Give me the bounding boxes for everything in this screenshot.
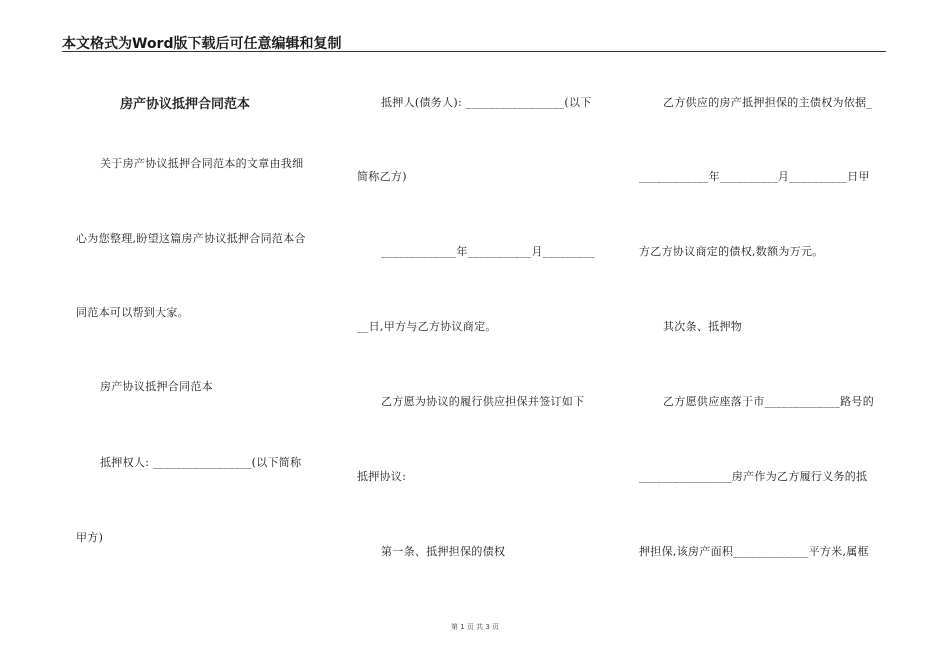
paragraph-line: 同范本可以帮到大家。 bbox=[76, 306, 189, 319]
paragraph-line: __日,甲方与乙方协议商定。 bbox=[357, 320, 497, 333]
section-heading: 第一条、抵押担保的债权 bbox=[381, 545, 506, 558]
document-banner: 本文格式为Word版下载后可任意编辑和复制 bbox=[62, 36, 342, 52]
section-heading: 其次条、抵押物 bbox=[663, 320, 743, 333]
paragraph-line: 抵押权人: _________________(以下简称 bbox=[100, 456, 302, 469]
paragraph-line: ____________年__________月__________日甲 bbox=[639, 170, 870, 183]
paragraph-line: 乙方供应的房产抵押担保的主债权为依据_ bbox=[663, 96, 873, 109]
paragraph-line: 抵押人(债务人): _________________(以下 bbox=[381, 96, 592, 109]
paragraph-line: ________________房产作为乙方履行义务的抵 bbox=[639, 470, 868, 483]
paragraph-line: 简称乙方) bbox=[357, 170, 407, 183]
section-heading: 房产协议抵押合同范本 bbox=[100, 380, 213, 393]
paragraph-line: 押担保,该房产面积_____________平方米,属框 bbox=[639, 545, 869, 558]
paragraph-line: 抵押协议: bbox=[357, 470, 407, 483]
paragraph-line: 心为您整理,盼望这篇房产协议抵押合同范本合 bbox=[76, 232, 306, 245]
page-number: 第 1 页 共 3 页 bbox=[450, 623, 500, 631]
paragraph-line: _____________年___________月_________ bbox=[381, 245, 595, 258]
document-title: 房产协议抵押合同范本 bbox=[120, 97, 251, 112]
paragraph-line: 乙方愿为协议的履行供应担保并签订如下 bbox=[381, 395, 585, 408]
header-divider bbox=[62, 51, 886, 52]
paragraph-line: 甲方) bbox=[76, 531, 104, 544]
paragraph-line: 方乙方协议商定的债权,数额为万元。 bbox=[639, 245, 824, 258]
paragraph-line: 乙方愿供应座落于市_____________路号的 bbox=[663, 395, 874, 408]
paragraph-line: 关于房产协议抵押合同范本的文章由我细 bbox=[100, 157, 304, 170]
